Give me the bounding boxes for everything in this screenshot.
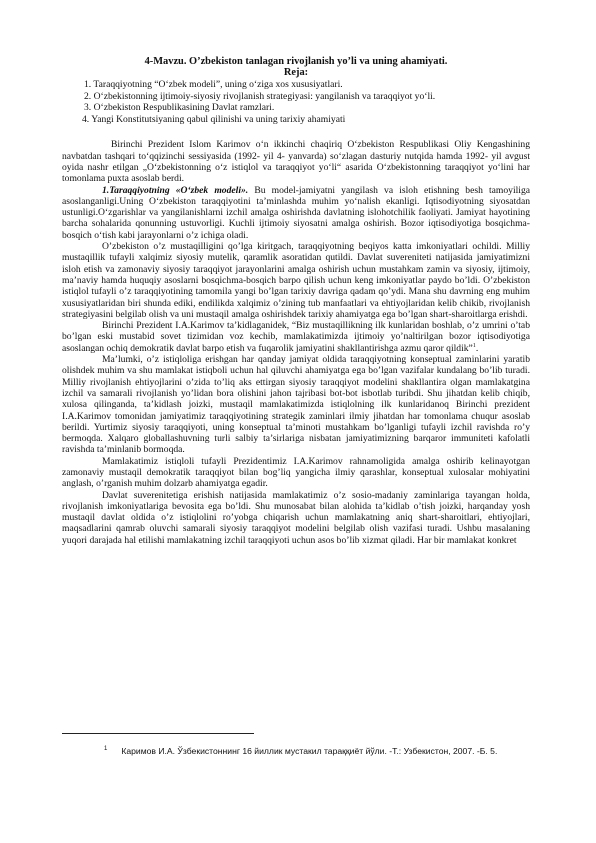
- paragraph: Ma’lumki, o’z istiqloliga erishgan har qanday jamiyat oldida taraqqiyotning konseptual zaminlarini yaratib olishdek muhim va shu mamlakat istiqboli uchun hal qiluvchi ahamiyatga ega bo’lgan vazifalar kundalang bo’lib turadi. Milliy rivojlanish ehtiyojlarini o’zida to’liq aks ettirgan siyosiy taraqqiyot modelini shakllantira olgan mamlakatgina izchil va samarali rivojlanish yo’lidan bora olishini jahon tajribasi bot-bot isbotlab turibdi. Shu jihatdan kelib chiqib, xulosa qilinganda, ta’kidlash joizki, mustaqil mamlakatimizda istiqlolning ilk kunlaridanoq Birinchi prezident I.A.Karimov tomonidan jamiyatimiz taraqqiyotining strategik zaminlari ilmiy jihatdan har tomonlama chuqur asoslab berildi. Yurtimiz siyosiy taraqqiyoti, uning konseptual ta’minoti mustahkam bo’lganligi tufayli izchil ravishda ro’y bermoqda. Xalqaro globallashuvning turli salbiy ta’sirlariga nisbatan jamiyatimizning barqaror immuniteti kafolatli ravishda ta’minlanib bormoqda.: [62, 354, 530, 456]
- paragraph: Mamlakatimiz istiqloli tufayli Prezidentimiz I.A.Karimov rahnamoligida amalga oshirib kelinayotgan zamonaviy mustaqil demokratik taraqqiyot bilan bog’liq yangicha ilmiy qarashlar, konseptual xulosalar mohiyatini anglash, o’rganish muhim dolzarb ahamiyatga egadir.: [62, 455, 530, 490]
- plan-heading: Reja:: [283, 67, 309, 78]
- footnote-reference[interactable]: 1: [472, 342, 476, 349]
- plan-item: 4. Yangi Konstitutsiyaning qabul qilinishi va uning tarixiy ahamiyati: [82, 113, 346, 125]
- plan-item: 2. O‘zbekistonning ijtimoiy-siyosiy rivojlanish strategiyasi: yangilanish va taraqqiyot yo‘li.: [84, 90, 436, 102]
- paragraph: [62, 185, 530, 241]
- footnote-divider: [62, 733, 254, 734]
- document-title: 4-Mavzu. O’zbekiston tanlagan rivojlanish yo’li va uning ahamiyati.: [144, 56, 448, 67]
- paragraph-text: Bu model-jamiyatni yangilash va isloh etishning besh tamoyiliga asoslanganligi.Uning O‘zbekiston taraqqiyotini ta’minlashda muhim yo‘nalish ekanligi. Iqtisodiyotning siyosatdan ustunligi.O‘zgarishlar va yangilanishlarni izchil amalga oshirishda davlatning islohotchilik faoliyati. Jamiyat hayotining barcha sohalarida qonunning ustuvorligi. Kuchli ijtimoiy siyosatni amalga oshirish. Bozor iqtisodiyotiga bosqichma-bosqich o‘tish kabi jarayonlarni o’z ichiga oladi.: [62, 184, 531, 241]
- paragraph: Birinchi Prezident Islom Karimov o‘n ikkinchi chaqiriq O‘zbekiston Respublikasi Oliy Kengashining navbatdan tashqari to‘qqizinchi sessiyasida (1992- yil 4- yanvarda) so‘zlagan dasturiy nutqida hamda 1992- yil avgust oyida nashr etilgan „O‘zbekistonning o‘z istiqlol va taraqqiyot yo‘li“ asarida O‘zbekistonning taraqqiyot yo‘lini har tomonlama puxta asoslab berdi.: [62, 139, 530, 185]
- plan-item: 3. O‘zbekiston Respublikasining Davlat ramzlari.: [84, 102, 275, 114]
- footnote-number: 1: [104, 746, 108, 753]
- footnote-text: Каримов И.А. Ўзбекистоннинг 16 йиллик мустакил тараққиёт йўли. -Т.: Узбекистон, 2007. -Б. 5.: [121, 746, 498, 756]
- footnote: [104, 746, 497, 756]
- plan-item: 1. Taraqqiyotning “O‘zbek modeli”, uning o‘ziga xos xususiyatlari.: [84, 79, 343, 90]
- paragraph-text: Birinchi Prezident I.A.Karimov ta’kidlaganidek, “Biz mustaqillikning ilk kunlaridan boshlab, o’z umrini o’tab bo’lgan eski mustabid sovet tizimidan voz kechib, mamlakatimizda ijtimoiy yo’naltirilgan bozor iqtisodiyotiga asoslangan ochiq demokratik davlat barpo etish va fuqarolik jamiyatini shakllantirishga azmu qaror qildik”: [62, 320, 530, 354]
- section-heading: 1.Taraqqiyotning «O‘zbek modeli».: [102, 184, 249, 196]
- document-body: [62, 139, 530, 546]
- paragraph: Davlat suverenitetiga erishish natijasida mamlakatimiz o’z sosio-madaniy zaminlariga tayangan holda, rivojlanish imkoniyatlariga bevosita ega bo’ldi. Shu munosabat bilan alohida ta’kidlab o’tish joizki, harqanday yosh mustaqil davlat oldida o’z istiqlolini ro’yobga chiqarish uchun mamlakatning aniq shart-sharoitlari, ehtiyojlari, maqsadlarini qamrab oluvchi samarali siyosiy taraqqiyot modelini belgilab olish vazifasi turadi. Ushbu masalaning yuqori darajada hal etilishi mamlakatning izchil taraqqiyoti uchun asos bo’lib xizmat qiladi. Har bir mamlakat konkret: [62, 489, 530, 546]
- plan-list: [62, 79, 530, 125]
- paragraph: O’zbekiston o’z mustaqilligini qo’lga kiritgach, taraqqiyotning beqiyos katta imkoniyatlari ochildi. Milliy mustaqillik tufayli xalqimiz siyosiy mutelik, qaramlik asoratidan qutildi. Davlat suvereniteti natijasida jamiyatimizni isloh etish va zamonaviy siyosiy taraqqiyot jarayonlarini amalga oshirish uchun mustahkam zamin va siyosiy, ijtimoiy, ma’naviy hamda huquqiy asoslarni bosqichma-bosqich barpo qilish uchun keng imkoniyatlar paydo bo’ldi. O’zbekiston istiqlol tufayli o’z taraqqiyotining tamomila yangi bo’lgan tarixiy davriga qadam qo’ydi. Mana shu davrning eng muhim xususiyatlaridan biri shunda ediki, endilikda xalqimiz o’zining tub manfaatlari va ehtiyojlaridan kelib chikib, rivojlanish strategiyasini belgilab olish va uni mustaqil amalga oshirishdek tarixiy ahamiyatga ega bo’lgan shart-sharoitlarga erishdi.: [62, 241, 530, 320]
- paragraph: Birinchi Prezident I.A.Karimov ta’kidlaganidek, “Biz mustaqillikning ilk kunlaridan boshlab, o’z umrini o’tab bo’lgan eski mustabid sovet tizimidan voz kechib, mamlakatimizda ijtimoiy yo’naltirilgan bozor iqtisodiyotiga asoslangan ochiq demokratik davlat barpo etish va fuqarolik jamiyatini shakllantirishga azmu qaror qildik”$^1$.: [62, 320, 530, 354]
